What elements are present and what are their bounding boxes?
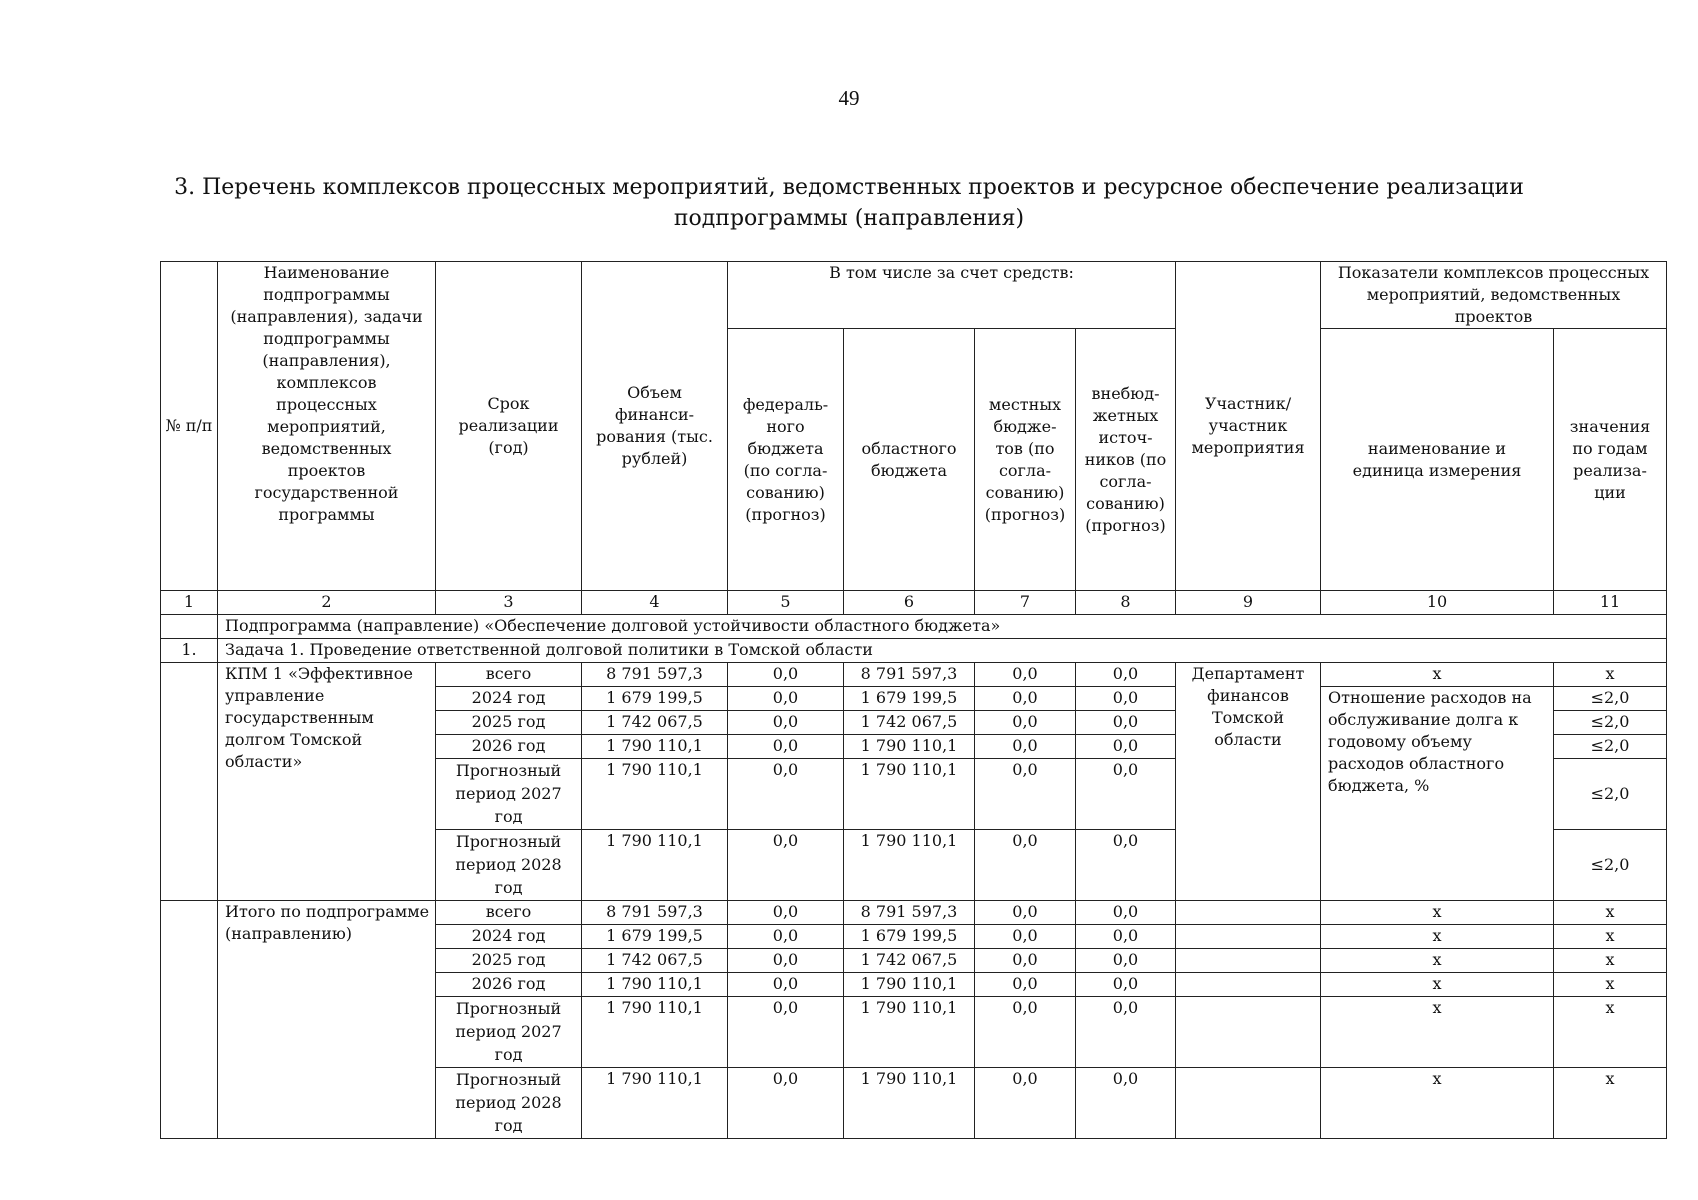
- total-extra: 0,0: [1076, 973, 1176, 997]
- kpm-federal: 0,0: [728, 687, 844, 711]
- total-term: 2025 год: [436, 949, 582, 973]
- header-ind-name: наименование и единица измерения: [1321, 329, 1554, 591]
- column-numbers-row: [161, 591, 1667, 615]
- colnum-1: 1: [161, 591, 218, 615]
- colnum-3: 3: [436, 591, 582, 615]
- total-volume: 1 679 199,5: [582, 925, 728, 949]
- total-value: x: [1554, 925, 1667, 949]
- total-regional: 1 679 199,5: [844, 925, 975, 949]
- kpm-volume: 1 679 199,5: [582, 687, 728, 711]
- total-term: всего: [436, 901, 582, 925]
- kpm-extra: 0,0: [1076, 830, 1176, 901]
- total-extra: 0,0: [1076, 901, 1176, 925]
- colnum-4: 4: [582, 591, 728, 615]
- total-extra: 0,0: [1076, 997, 1176, 1068]
- task-num: 1.: [161, 639, 218, 663]
- total-regional: 1 742 067,5: [844, 949, 975, 973]
- total-ind: x: [1321, 949, 1554, 973]
- kpm-regional: 1 790 110,1: [844, 735, 975, 759]
- kpm-federal: 0,0: [728, 735, 844, 759]
- kpm-volume: 1 790 110,1: [582, 830, 728, 901]
- kpm-term: Прогнозный период 2027 год: [436, 759, 582, 830]
- total-value: x: [1554, 901, 1667, 925]
- header-federal: федераль-ного бюджета (по согла-сованию) (прогноз): [728, 329, 844, 591]
- header-volume: Объем финанси-рования (тыс. рублей): [582, 262, 728, 591]
- total-value: x: [1554, 949, 1667, 973]
- kpm-regional: 1 742 067,5: [844, 711, 975, 735]
- kpm-value: ≤2,0: [1554, 687, 1667, 711]
- colnum-8: 8: [1076, 591, 1176, 615]
- kpm-participant: Департамент финансов Томской области: [1176, 663, 1321, 901]
- kpm-federal: 0,0: [728, 711, 844, 735]
- header-indicators-group: Показатели комплексов процессных мероприятий, ведомственных проектов: [1321, 262, 1667, 329]
- total-federal: 0,0: [728, 949, 844, 973]
- total-ind: x: [1321, 901, 1554, 925]
- colnum-11: 11: [1554, 591, 1667, 615]
- total-federal: 0,0: [728, 925, 844, 949]
- kpm-extra: 0,0: [1076, 759, 1176, 830]
- page-number: 49: [838, 86, 860, 110]
- kpm-term: Прогнозный период 2028 год: [436, 830, 582, 901]
- subprogram-table: [160, 261, 1667, 1139]
- total-volume: 8 791 597,3: [582, 901, 728, 925]
- kpm-volume: 8 791 597,3: [582, 663, 728, 687]
- kpm-term: 2024 год: [436, 687, 582, 711]
- header-row-1: [161, 262, 1667, 329]
- header-regional: областного бюджета: [844, 329, 975, 591]
- title-line-2: подпрограммы (направления): [673, 206, 1025, 231]
- task-title: Задача 1. Проведение ответственной долговой политики в Томской области: [218, 639, 1667, 663]
- total-volume: 1 742 067,5: [582, 949, 728, 973]
- kpm-volume: 1 790 110,1: [582, 735, 728, 759]
- header-extra: внебюд-жетных источ-ников (по согла-сованию) (прогноз): [1076, 329, 1176, 591]
- kpm-value: ≤2,0: [1554, 830, 1667, 901]
- kpm-value: x: [1554, 663, 1667, 687]
- total-value: x: [1554, 973, 1667, 997]
- total-local: 0,0: [975, 901, 1076, 925]
- kpm-federal: 0,0: [728, 830, 844, 901]
- total-ind: x: [1321, 973, 1554, 997]
- kpm-row: [161, 663, 1667, 687]
- total-name: Итого по подпрограмме (направлению): [218, 901, 436, 1139]
- total-extra: 0,0: [1076, 949, 1176, 973]
- kpm-term: 2026 год: [436, 735, 582, 759]
- header-local: местных бюдже-тов (по согла-сованию) (прогноз): [975, 329, 1076, 591]
- kpm-term: всего: [436, 663, 582, 687]
- header-incl-group: В том числе за счет средств:: [728, 262, 1176, 329]
- kpm-local: 0,0: [975, 711, 1076, 735]
- total-regional: 1 790 110,1: [844, 973, 975, 997]
- total-participant: [1176, 1068, 1321, 1139]
- total-participant: [1176, 901, 1321, 925]
- kpm-local: 0,0: [975, 735, 1076, 759]
- total-volume: 1 790 110,1: [582, 973, 728, 997]
- total-value: x: [1554, 1068, 1667, 1139]
- kpm-local: 0,0: [975, 663, 1076, 687]
- total-extra: 0,0: [1076, 925, 1176, 949]
- total-extra: 0,0: [1076, 1068, 1176, 1139]
- total-volume: 1 790 110,1: [582, 997, 728, 1068]
- kpm-value: ≤2,0: [1554, 711, 1667, 735]
- total-local: 0,0: [975, 997, 1076, 1068]
- total-federal: 0,0: [728, 997, 844, 1068]
- total-ind: x: [1321, 925, 1554, 949]
- kpm-extra: 0,0: [1076, 687, 1176, 711]
- header-ind-values: значения по годам реализа-ции: [1554, 329, 1667, 591]
- total-ind: x: [1321, 997, 1554, 1068]
- total-term: 2024 год: [436, 925, 582, 949]
- document-title: [0, 172, 1698, 234]
- total-federal: 0,0: [728, 1068, 844, 1139]
- total-value: x: [1554, 997, 1667, 1068]
- kpm-regional: 8 791 597,3: [844, 663, 975, 687]
- colnum-7: 7: [975, 591, 1076, 615]
- total-participant: [1176, 949, 1321, 973]
- kpm-volume: 1 742 067,5: [582, 711, 728, 735]
- kpm-federal: 0,0: [728, 663, 844, 687]
- kpm-extra: 0,0: [1076, 663, 1176, 687]
- total-local: 0,0: [975, 949, 1076, 973]
- kpm-local: 0,0: [975, 759, 1076, 830]
- total-regional: 1 790 110,1: [844, 997, 975, 1068]
- kpm-term: 2025 год: [436, 711, 582, 735]
- kpm-indicator-name: Отношение расходов на обслуживание долга к годовому объему расходов областного бюджета, %: [1321, 687, 1554, 901]
- title-line-1: 3. Перечень комплексов процессных мероприятий, ведомственных проектов и ресурсное обеспечение реализации: [174, 175, 1524, 200]
- total-term: 2026 год: [436, 973, 582, 997]
- header-name: Наименование подпрограммы (направления), задачи подпрограммы (направления), комплексов процессных мероприятий, ведомственных проектов государственной программы: [218, 262, 436, 591]
- kpm-value: ≤2,0: [1554, 735, 1667, 759]
- kpm-federal: 0,0: [728, 759, 844, 830]
- task-row: [161, 639, 1667, 663]
- total-regional: 8 791 597,3: [844, 901, 975, 925]
- kpm-num-cell: [161, 663, 218, 901]
- colnum-10: 10: [1321, 591, 1554, 615]
- colnum-2: 2: [218, 591, 436, 615]
- total-term: Прогнозный период 2027 год: [436, 997, 582, 1068]
- colnum-6: 6: [844, 591, 975, 615]
- header-participant: Участник/ участник мероприятия: [1176, 262, 1321, 591]
- total-participant: [1176, 973, 1321, 997]
- kpm-volume: 1 790 110,1: [582, 759, 728, 830]
- total-term: Прогнозный период 2028 год: [436, 1068, 582, 1139]
- kpm-regional: 1 679 199,5: [844, 687, 975, 711]
- total-row: [161, 901, 1667, 925]
- subprogram-num-cell: [161, 615, 218, 639]
- kpm-regional: 1 790 110,1: [844, 830, 975, 901]
- kpm-local: 0,0: [975, 687, 1076, 711]
- kpm-extra: 0,0: [1076, 735, 1176, 759]
- total-federal: 0,0: [728, 901, 844, 925]
- subprogram-row: [161, 615, 1667, 639]
- total-participant: [1176, 925, 1321, 949]
- total-local: 0,0: [975, 925, 1076, 949]
- total-volume: 1 790 110,1: [582, 1068, 728, 1139]
- subprogram-title: Подпрограмма (направление) «Обеспечение долговой устойчивости областного бюджета»: [218, 615, 1667, 639]
- total-local: 0,0: [975, 1068, 1076, 1139]
- colnum-5: 5: [728, 591, 844, 615]
- total-ind: x: [1321, 1068, 1554, 1139]
- header-term: Срок реализации (год): [436, 262, 582, 591]
- kpm-value: ≤2,0: [1554, 759, 1667, 830]
- colnum-9: 9: [1176, 591, 1321, 615]
- header-num: № п/п: [161, 262, 218, 591]
- kpm-extra: 0,0: [1076, 711, 1176, 735]
- total-local: 0,0: [975, 973, 1076, 997]
- kpm-indicator-total: x: [1321, 663, 1554, 687]
- total-regional: 1 790 110,1: [844, 1068, 975, 1139]
- total-participant: [1176, 997, 1321, 1068]
- kpm-name: КПМ 1 «Эффективное управление государственным долгом Томской области»: [218, 663, 436, 901]
- total-num-cell: [161, 901, 218, 1139]
- total-federal: 0,0: [728, 973, 844, 997]
- kpm-local: 0,0: [975, 830, 1076, 901]
- kpm-regional: 1 790 110,1: [844, 759, 975, 830]
